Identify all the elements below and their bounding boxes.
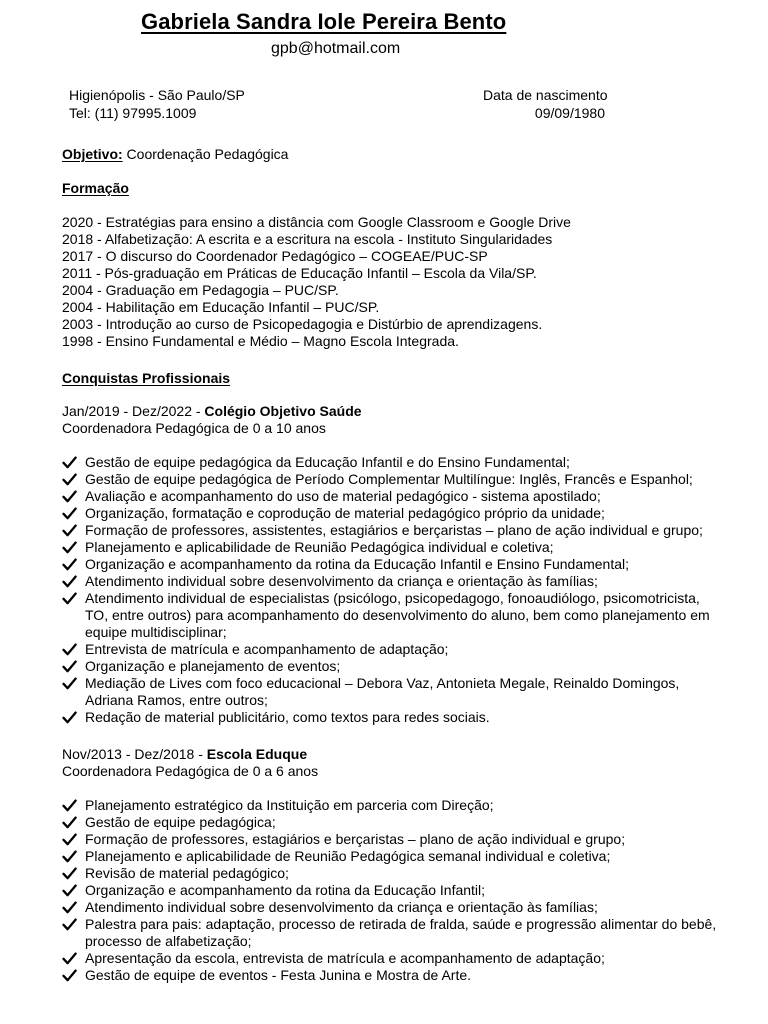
job-period: Nov/2013 - Dez/2018 - (62, 746, 207, 762)
task-item (62, 916, 722, 950)
check-icon (62, 867, 77, 880)
job-header (62, 746, 722, 763)
check-icon (62, 850, 77, 863)
task-text: Gestão de equipe pedagógica de Período Complementar Multilíngue: Inglês, Francês e Espanhol; (85, 471, 693, 487)
check-icon (62, 575, 77, 588)
education-item: 2017 - O discurso do Coordenador Pedagógico – COGEAE/PUC-SP (62, 248, 488, 264)
task-item (62, 675, 722, 709)
birth-label: Data de nascimento (483, 87, 608, 103)
task-item (62, 950, 722, 967)
task-text: Avaliação e acompanhamento do uso de material pedagógico - sistema apostilado; (85, 488, 601, 504)
task-text: Gestão de equipe pedagógica da Educação Infantil e do Ensino Fundamental; (85, 454, 570, 470)
check-icon (62, 456, 77, 469)
job-header (62, 403, 722, 420)
task-text: Palestra para pais: adaptação, processo de retirada de fralda, saúde e progressão alimentar do bebê, processo de alfabetização; (85, 916, 717, 949)
education-item: 2020 - Estratégias para ensino a distância com Google Classroom e Google Drive (62, 214, 571, 230)
task-text: Formação de professores, estagiários e berçaristas – plano de ação individual e grupo; (85, 831, 626, 847)
check-icon (62, 799, 77, 812)
task-text: Gestão de equipe pedagógica; (85, 814, 276, 830)
task-text: Planejamento e aplicabilidade de Reunião Pedagógica semanal individual e coletiva; (85, 848, 611, 864)
check-icon (62, 816, 77, 829)
task-text: Organização e planejamento de eventos; (85, 658, 341, 674)
task-item (62, 641, 722, 658)
task-list (62, 797, 722, 984)
task-item (62, 865, 722, 882)
job-entry (62, 746, 722, 780)
task-item (62, 899, 722, 916)
task-text: Organização e acompanhamento da rotina da Educação Infantil e Ensino Fundamental; (85, 556, 630, 572)
task-item (62, 709, 722, 726)
task-item (62, 590, 722, 641)
job-task-list (62, 454, 722, 726)
task-item (62, 797, 722, 814)
job-role: Coordenadora Pedagógica de 0 a 6 anos (62, 763, 319, 779)
check-icon (62, 507, 77, 520)
education-item: 2018 - Alfabetização: A escrita e a escritura na escola - Instituto Singularidades (62, 231, 553, 247)
check-icon (62, 969, 77, 982)
education-item: 2004 - Habilitação em Educação Infantil – PUC/SP. (62, 299, 380, 315)
check-icon (62, 660, 77, 673)
task-list (62, 454, 722, 726)
task-text: Planejamento estratégico da Instituição em parceria com Direção; (85, 797, 494, 813)
task-item (62, 522, 722, 539)
phone: Tel: (11) 97995.1009 (69, 104, 197, 121)
task-text: Formação de professores, assistentes, estagiários e berçaristas – plano de ação individual e grupo; (85, 522, 703, 538)
job-employer: Colégio Objetivo Saúde (204, 403, 362, 419)
check-icon (62, 884, 77, 897)
task-item (62, 848, 722, 865)
task-item (62, 488, 722, 505)
birth-info (483, 87, 608, 122)
check-icon (62, 833, 77, 846)
job-entry (62, 403, 722, 437)
job-employer: Escola Eduque (206, 746, 308, 762)
task-text: Redação de material publicitário, como textos para redes sociais. (85, 709, 490, 725)
check-icon (62, 473, 77, 486)
education-item: 2004 - Graduação em Pedagogia – PUC/SP. (62, 282, 339, 298)
task-text: Organização e acompanhamento da rotina da Educação Infantil; (85, 882, 486, 898)
objective-value: Coordenação Pedagógica (122, 146, 289, 162)
check-icon (62, 643, 77, 656)
check-icon (62, 952, 77, 965)
address: Higienópolis - São Paulo/SP (69, 87, 245, 103)
task-text: Organização, formatação e coprodução de material pedagógico próprio da unidade; (85, 505, 605, 521)
objective-label: Objetivo: (62, 146, 123, 162)
check-icon (62, 592, 77, 605)
achievements-heading-line (62, 370, 722, 387)
task-item (62, 573, 722, 590)
check-icon (62, 490, 77, 503)
job-task-list (62, 797, 722, 984)
task-item (62, 831, 722, 848)
contact-info (69, 87, 245, 122)
task-item (62, 967, 722, 984)
task-text: Gestão de equipe de eventos - Festa Junina e Mostra de Arte. (85, 967, 472, 983)
education-item: 2003 - Introdução ao curso de Psicopedagogia e Distúrbio de aprendizagens. (62, 316, 543, 332)
candidate-name: Gabriela Sandra Iole Pereira Bento (141, 9, 507, 34)
task-item (62, 471, 722, 488)
education-list (62, 214, 722, 350)
task-item (62, 658, 722, 675)
education-heading-line (62, 180, 722, 197)
task-text: Entrevista de matrícula e acompanhamento de adaptação; (85, 641, 449, 657)
job-period: Jan/2019 - Dez/2022 - (62, 403, 205, 419)
task-text: Planejamento e aplicabilidade de Reunião Pedagógica individual e coletiva; (85, 539, 554, 555)
job-role: Coordenadora Pedagógica de 0 a 10 anos (62, 420, 326, 436)
birth-date: 09/09/1980 (534, 104, 605, 121)
task-item (62, 539, 722, 556)
education-heading: Formação (62, 180, 129, 196)
check-icon (62, 711, 77, 724)
task-text: Revisão de material pedagógico; (85, 865, 289, 881)
check-icon (62, 901, 77, 914)
check-icon (62, 541, 77, 554)
check-icon (62, 918, 77, 931)
task-item (62, 505, 722, 522)
objective-line (62, 146, 722, 163)
task-item (62, 454, 722, 471)
check-icon (62, 558, 77, 571)
task-text: Atendimento individual sobre desenvolvimento da criança e orientação às famílias; (85, 573, 598, 589)
task-text: Atendimento individual sobre desenvolvimento da criança e orientação às famílias; (85, 899, 598, 915)
task-item (62, 882, 722, 899)
check-icon (62, 524, 77, 537)
education-item: 1998 - Ensino Fundamental e Médio – Magno Escola Integrada. (62, 333, 459, 349)
task-item (62, 814, 722, 831)
check-icon (62, 677, 77, 690)
candidate-email: gpb@hotmail.com (271, 40, 401, 57)
education-item: 2011 - Pós-graduação em Práticas de Educação Infantil – Escola da Vila/SP. (62, 265, 537, 281)
task-text: Mediação de Lives com foco educacional – Debora Vaz, Antonieta Megale, Reinaldo Domingos, Adriana Ramos, entre outros; (85, 675, 680, 708)
achievements-heading: Conquistas Profissionais (62, 370, 231, 386)
task-text: Atendimento individual de especialistas (psicólogo, psicopedagogo, fonoaudiólogo, psicomotricista, TO, entre outros) para acompanhamento do desenvolvimento do aluno, bem como planejamento em equipe multidisciplinar; (85, 590, 710, 640)
task-item (62, 556, 722, 573)
task-text: Apresentação da escola, entrevista de matrícula e acompanhamento de adaptação; (85, 950, 605, 966)
